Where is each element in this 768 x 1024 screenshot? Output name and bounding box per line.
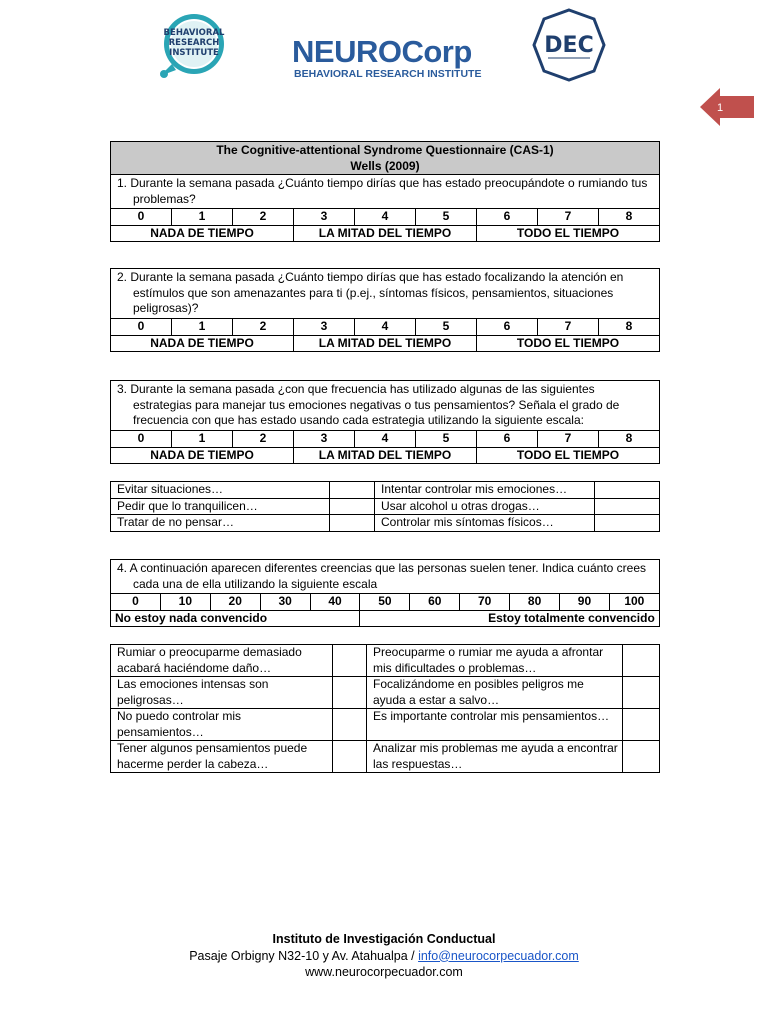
belief-item: Rumiar o preocuparme demasiado acabará haciéndome daño… <box>111 645 333 677</box>
neurocorp-logo <box>292 34 482 80</box>
scale-option[interactable]: 3 <box>294 431 355 448</box>
strategy-item: Intentar controlar mis emociones… <box>375 482 595 499</box>
belief-anchor-left: No estoy nada convencido <box>111 610 360 627</box>
belief-answer-cell[interactable] <box>333 645 367 677</box>
anchor-none: NADA DE TIEMPO <box>111 447 294 464</box>
scale-option[interactable]: 8 <box>599 431 660 448</box>
belief-item: No puedo controlar mis pensamientos… <box>111 709 333 741</box>
belief-scale-option[interactable]: 40 <box>310 594 360 611</box>
scale-option[interactable]: 2 <box>233 209 294 226</box>
belief-item: Preocuparme o rumiar me ayuda a afrontar mis dificultades o problemas… <box>367 645 623 677</box>
belief-answer-cell[interactable] <box>333 709 367 741</box>
belief-scale-option[interactable]: 30 <box>260 594 310 611</box>
scale-option[interactable]: 6 <box>477 209 538 226</box>
belief-item: Tener algunos pensamientos puede hacerme perder la cabeza… <box>111 741 333 773</box>
footer <box>0 931 768 981</box>
belief-answer-cell[interactable] <box>623 645 660 677</box>
strategy-item: Tratar de no pensar… <box>111 515 330 532</box>
scale-option[interactable]: 0 <box>111 431 172 448</box>
anchor-row <box>111 225 660 242</box>
question-2-text: 2. Durante la semana pasada ¿Cuánto tiempo dirías que has estado focalizando la atención en estímulos que son amenazantes para ti (p.ej., síntomas físicos, pensamientos, situaciones peligrosas)? <box>111 269 660 319</box>
footer-address: Pasaje Orbigny N32-10 y Av. Atahualpa / <box>189 948 415 963</box>
anchor-row <box>111 447 660 464</box>
neurocorp-title-main: NEURO <box>292 34 402 69</box>
question-1-table <box>110 141 660 242</box>
scale-row <box>111 319 660 336</box>
belief-scale-option[interactable]: 100 <box>609 594 659 611</box>
bri-logo-line-3: INSTITUTE <box>169 48 219 58</box>
belief-answer-cell[interactable] <box>623 741 660 773</box>
dec-logo <box>532 8 606 82</box>
belief-scale-option[interactable]: 0 <box>111 594 161 611</box>
belief-scale-row <box>111 594 660 611</box>
belief-anchor-right: Estoy totalmente convencido <box>360 610 659 627</box>
strategy-answer-cell[interactable] <box>595 482 660 499</box>
scale-option[interactable]: 5 <box>416 209 477 226</box>
scale-option[interactable]: 0 <box>111 209 172 226</box>
footer-institute: Instituto de Investigación Conductual <box>272 932 496 946</box>
scale-option[interactable]: 4 <box>355 209 416 226</box>
scale-option[interactable]: 0 <box>111 319 172 336</box>
scale-option[interactable]: 5 <box>416 319 477 336</box>
dec-logo-text: DEC <box>544 33 594 58</box>
question-3-table <box>110 380 660 464</box>
belief-answer-cell[interactable] <box>623 709 660 741</box>
belief-scale-option[interactable]: 50 <box>360 594 410 611</box>
neurocorp-subtitle: BEHAVIORAL RESEARCH INSTITUTE <box>294 68 482 80</box>
page-number: 1 <box>716 102 724 114</box>
question-4-table <box>110 559 660 627</box>
anchor-all: TODO EL TIEMPO <box>477 447 660 464</box>
belief-answer-cell[interactable] <box>333 741 367 773</box>
scale-option[interactable]: 7 <box>538 319 599 336</box>
scale-option[interactable]: 6 <box>477 319 538 336</box>
bri-logo-line-2: RESEARCH <box>168 38 220 48</box>
scale-option[interactable]: 2 <box>233 431 294 448</box>
scale-option[interactable]: 3 <box>294 209 355 226</box>
scale-option[interactable]: 5 <box>416 431 477 448</box>
belief-item: Analizar mis problemas me ayuda a encontrar las respuestas… <box>367 741 623 773</box>
page-number-marker <box>700 88 754 126</box>
behavioral-research-institute-logo <box>152 12 232 82</box>
belief-scale-option[interactable]: 80 <box>510 594 560 611</box>
strategy-item: Pedir que lo tranquilicen… <box>111 498 330 515</box>
belief-scale-option[interactable]: 90 <box>560 594 610 611</box>
belief-anchor-row <box>111 610 660 627</box>
strategy-item: Usar alcohol u otras drogas… <box>375 498 595 515</box>
anchor-half: LA MITAD DEL TIEMPO <box>294 225 477 242</box>
question-4-text: 4. A continuación aparecen diferentes creencias que las personas suelen tener. Indica cuánto crees cada una de ella utilizando la siguiente escala <box>111 560 660 594</box>
anchor-none: NADA DE TIEMPO <box>111 225 294 242</box>
scale-row <box>111 209 660 226</box>
scale-option[interactable]: 7 <box>538 209 599 226</box>
strategy-item: Controlar mis síntomas físicos… <box>375 515 595 532</box>
scale-row <box>111 431 660 448</box>
belief-item: Focalizándome en posibles peligros me ayuda a estar a salvo… <box>367 677 623 709</box>
scale-option[interactable]: 4 <box>355 319 416 336</box>
belief-answer-cell[interactable] <box>623 677 660 709</box>
scale-option[interactable]: 7 <box>538 431 599 448</box>
scale-option[interactable]: 8 <box>599 209 660 226</box>
strategy-answer-cell[interactable] <box>595 498 660 515</box>
strategy-answer-cell[interactable] <box>330 482 375 499</box>
anchor-all: TODO EL TIEMPO <box>477 335 660 352</box>
question-2-table <box>110 268 660 352</box>
belief-answer-cell[interactable] <box>333 677 367 709</box>
questionnaire-title: The Cognitive-attentional Syndrome Questionnaire (CAS-1) <box>216 143 554 157</box>
scale-option[interactable]: 1 <box>172 431 233 448</box>
bri-logo-line-1: BEHAVIORAL <box>163 28 225 38</box>
belief-scale-option[interactable]: 60 <box>410 594 460 611</box>
strategies-table <box>110 481 660 532</box>
strategy-answer-cell[interactable] <box>330 498 375 515</box>
belief-item: Las emociones intensas son peligrosas… <box>111 677 333 709</box>
questionnaire-author: Wells (2009) <box>350 159 420 173</box>
strategy-answer-cell[interactable] <box>330 515 375 532</box>
strategy-item: Evitar situaciones… <box>111 482 330 499</box>
scale-option[interactable]: 8 <box>599 319 660 336</box>
strategy-answer-cell[interactable] <box>595 515 660 532</box>
neurocorp-title <box>292 36 478 68</box>
neurocorp-title-accent: Corp <box>401 34 472 69</box>
belief-item: Es importante controlar mis pensamientos… <box>367 709 623 741</box>
anchor-none: NADA DE TIEMPO <box>111 335 294 352</box>
scale-option[interactable]: 6 <box>477 431 538 448</box>
anchor-row <box>111 335 660 352</box>
beliefs-table <box>110 644 660 773</box>
question-3-text: 3. Durante la semana pasada ¿con que frecuencia has utilizado algunas de las siguientes estrategias para manejar tus emociones negativas o tus pensamientos? Señala el grado de frecuencia con que has estado usando cada estrategia utilizando la siguiente escala: <box>111 381 660 431</box>
scale-option[interactable]: 3 <box>294 319 355 336</box>
scale-option[interactable]: 1 <box>172 319 233 336</box>
questionnaire-header <box>111 142 660 175</box>
belief-scale-option[interactable]: 20 <box>210 594 260 611</box>
anchor-half: LA MITAD DEL TIEMPO <box>294 447 477 464</box>
footer-address-line <box>0 948 768 965</box>
anchor-half: LA MITAD DEL TIEMPO <box>294 335 477 352</box>
footer-email-link[interactable]: info@neurocorpecuador.com <box>418 948 579 963</box>
scale-option[interactable]: 1 <box>172 209 233 226</box>
scale-option[interactable]: 2 <box>233 319 294 336</box>
footer-website[interactable]: www.neurocorpecuador.com <box>305 965 463 979</box>
belief-scale-option[interactable]: 10 <box>160 594 210 611</box>
question-1-text: 1. Durante la semana pasada ¿Cuánto tiempo dirías que has estado preocupándote o rumiando tus problemas? <box>111 175 660 209</box>
anchor-all: TODO EL TIEMPO <box>477 225 660 242</box>
scale-option[interactable]: 4 <box>355 431 416 448</box>
belief-scale-option[interactable]: 70 <box>460 594 510 611</box>
